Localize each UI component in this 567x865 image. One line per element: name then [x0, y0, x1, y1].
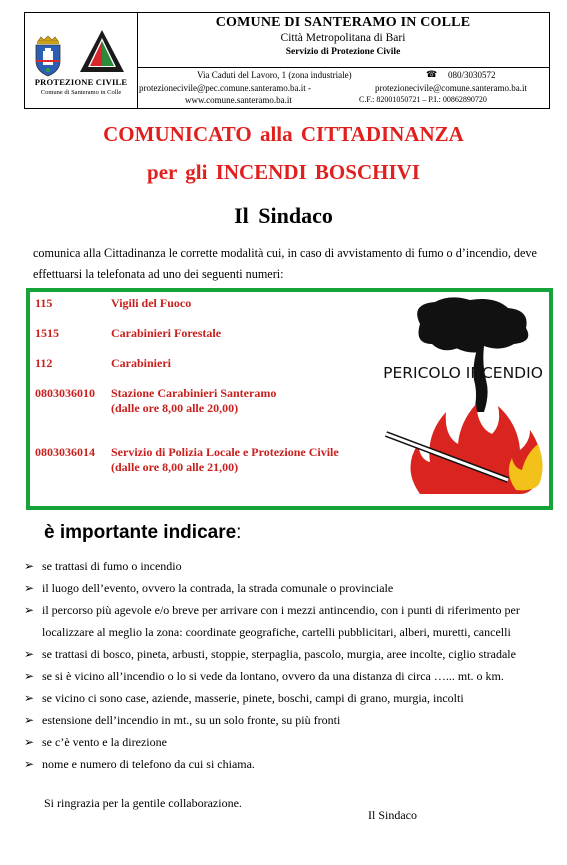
- intro-paragraph: comunica alla Cittadinanza le corrette modalità cui, in caso di avvistamento di fumo o d’incendio, deve effettuarsi la telefonata ad uno dei seguenti numeri:: [33, 246, 537, 281]
- notice-subtitle: per gli INCENDI BOSCHIVI: [147, 160, 420, 184]
- poster-caption: PERICOLO INCENDIO: [383, 364, 543, 382]
- list-item-text: se trattasi di bosco, pineta, arbusti, stoppie, sterpaglia, pascolo, murgia, aree incolte, ciglio stradale: [42, 647, 516, 661]
- letterhead-title-block: [137, 13, 549, 68]
- thanks-note: Si ringrazia per la gentile collaborazione.: [44, 796, 242, 810]
- emergency-service: Stazione Carabinieri Santeramo: [111, 386, 277, 400]
- fiscal-code: C.F.: 82001050721 – P.I.: 00862890720: [359, 95, 487, 104]
- letterhead: [24, 12, 550, 109]
- emergency-number[interactable]: 0803036010: [35, 386, 95, 400]
- list-item-text: il percorso più agevole e/o breve per arrivare con i mezzi antincendio, con i punti di riferimento per localizzare al meglio la zona: coordinate geografiche, cartelli pubblicitari, alberi, muretti, cancelli: [42, 603, 520, 639]
- arrow-bullet-icon: ➢: [24, 647, 35, 661]
- important-heading-colon: :: [236, 522, 242, 543]
- fire-danger-illustration-icon: [380, 294, 545, 499]
- metropolitan-city: Città Metropolitana di Bari: [280, 32, 406, 44]
- emergency-number[interactable]: 0803036014: [35, 445, 95, 459]
- arrow-bullet-icon: ➢: [24, 691, 35, 705]
- emergency-number[interactable]: 1515: [35, 326, 59, 340]
- list-item-text: nome e numero di telefono da cui si chiama.: [42, 757, 255, 771]
- list-item: [24, 577, 559, 599]
- arrow-bullet-icon: ➢: [24, 735, 35, 749]
- telephone-icon: ☎: [426, 70, 438, 80]
- emergency-service: Carabinieri Forestale: [111, 326, 222, 340]
- list-item-text: se si è vicino all’incendio o lo si vede da lontano, ovvero da una distanza di circa …... mt. o km.: [42, 669, 504, 683]
- emergency-hours: (dalle ore 8,00 alle 20,00): [111, 401, 239, 415]
- website[interactable]: www.comune.santeramo.ba.it: [185, 95, 292, 105]
- pec-email[interactable]: protezionecivile@pec.comune.santeramo.ba.it -: [139, 82, 311, 93]
- address: Via Caduti del Lavoro, 1 (zona industriale): [197, 70, 352, 80]
- emergency-number[interactable]: 115: [35, 296, 53, 310]
- list-item-text: se vicino ci sono case, aziende, masserie, pinete, boschi, campi di grano, murgia, incolti: [42, 691, 464, 705]
- emergency-service: Vigili del Fuoco: [111, 296, 192, 310]
- arrow-bullet-icon: ➢: [24, 581, 35, 595]
- list-item: [24, 731, 559, 753]
- list-item: [24, 665, 559, 687]
- list-item: [24, 709, 559, 731]
- emergency-numbers-box: [26, 288, 553, 510]
- emergency-service: Servizio di Polizia Locale e Protezione Civile: [111, 445, 339, 459]
- signature: Il Sindaco: [368, 808, 417, 822]
- emergency-service: Carabinieri: [111, 356, 171, 370]
- important-heading: [44, 522, 241, 544]
- list-item-text: se c’è vento e la direzione: [42, 735, 167, 749]
- arrow-bullet-icon: ➢: [24, 757, 35, 771]
- letterhead-contacts: [137, 68, 549, 108]
- protezione-civile-logo-icon: [77, 27, 127, 77]
- list-item: [24, 753, 559, 775]
- phone-number[interactable]: 080/3030572: [448, 70, 496, 80]
- list-item-text: estensione dell’incendio in mt., su un solo fronte, su più fronti: [42, 713, 341, 727]
- notice-title: COMUNICATO alla CITTADINANZA: [103, 122, 464, 146]
- mayor-heading: Il Sindaco: [234, 203, 333, 228]
- list-item: [24, 643, 559, 665]
- list-item: [24, 599, 559, 643]
- list-item-text: il luogo dell’evento, ovvero la contrada, la strada comunale o provinciale: [42, 581, 394, 595]
- arrow-bullet-icon: ➢: [24, 559, 35, 573]
- list-item-text: se trattasi di fumo o incendio: [42, 559, 182, 573]
- email[interactable]: protezionecivile@comune.santeramo.ba.it: [375, 82, 527, 93]
- letterhead-logos: [25, 13, 138, 108]
- municipal-crest-icon: [32, 35, 64, 77]
- comune-name: COMUNE DI SANTERAMO IN COLLE: [215, 15, 471, 30]
- list-item: [24, 687, 559, 709]
- list-item: [24, 555, 559, 577]
- important-list: [24, 555, 559, 775]
- arrow-bullet-icon: ➢: [24, 713, 35, 727]
- emergency-number[interactable]: 112: [35, 356, 53, 370]
- emergency-hours: (dalle ore 8,00 alle 21,00): [111, 460, 239, 474]
- pc-logo-subtitle: Comune di Santeramo in Colle: [40, 89, 122, 96]
- service-name: Servizio di Protezione Civile: [285, 47, 401, 57]
- arrow-bullet-icon: ➢: [24, 603, 35, 617]
- arrow-bullet-icon: ➢: [24, 669, 35, 683]
- pc-logo-title: PROTEZIONE CIVILE: [34, 77, 128, 87]
- important-heading-text: è importante indicare: [44, 522, 237, 543]
